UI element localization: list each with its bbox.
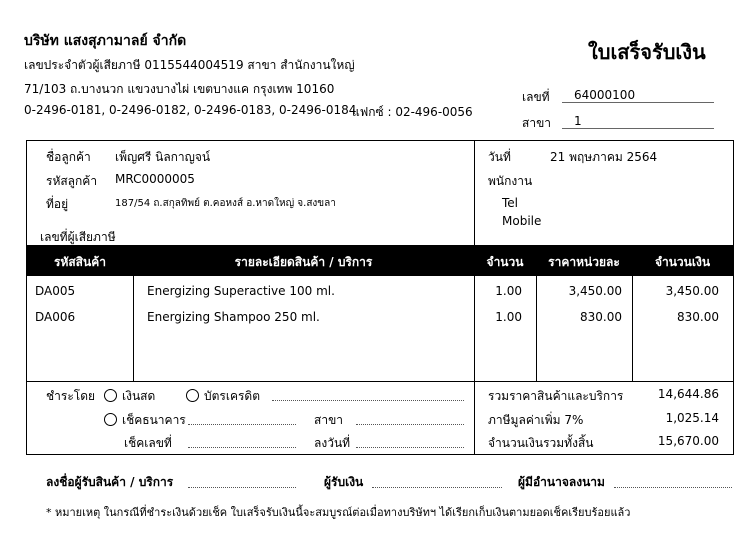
cheque-bank-line bbox=[188, 424, 296, 425]
company-fax: แฟกซ์ : 02-496-0056 bbox=[352, 105, 473, 119]
customer-address-label: ที่อยู่ bbox=[46, 197, 69, 211]
payee-signature-line bbox=[372, 487, 502, 488]
customer-name: เพ็ญศรี นิลกาญจน์ bbox=[115, 150, 211, 164]
row-description: Energizing Shampoo 250 ml. bbox=[147, 310, 320, 324]
row-amount: 3,450.00 bbox=[665, 284, 719, 298]
row-code: DA005 bbox=[35, 284, 76, 298]
subtotal-label: รวมราคาสินค้าและบริการ bbox=[488, 389, 624, 403]
payee-signature-label: ผู้รับเงิน bbox=[324, 475, 364, 489]
table-bottom-line bbox=[26, 381, 734, 382]
staff-label: พนักงาน bbox=[488, 174, 533, 188]
cheque-branch-label: สาขา bbox=[314, 413, 344, 427]
doc-branch-label: สาขา bbox=[522, 116, 552, 130]
col-divider bbox=[474, 276, 475, 455]
mobile-label: Mobile bbox=[502, 214, 542, 228]
doc-number-value: 64000100 bbox=[562, 88, 714, 103]
payment-label: ชำระโดย bbox=[46, 389, 96, 403]
header-unit-price: ราคาหน่วยละ bbox=[548, 255, 620, 269]
header-description: รายละเอียดสินค้า / บริการ bbox=[234, 255, 373, 269]
date-value: 21 พฤษภาคม 2564 bbox=[550, 150, 658, 164]
grand-total-value: 15,670.00 bbox=[657, 434, 719, 448]
payment-credit-option[interactable] bbox=[186, 387, 260, 406]
row-code: DA006 bbox=[35, 310, 76, 324]
row-unit-price: 3,450.00 bbox=[568, 284, 622, 298]
grand-total-label: จำนวนเงินรวมทั้งสิ้น bbox=[488, 436, 594, 450]
row-amount: 830.00 bbox=[677, 310, 719, 324]
subtotal-value: 14,644.86 bbox=[657, 387, 719, 401]
payment-cash-label: เงินสด bbox=[122, 389, 156, 403]
customer-tax-label: เลขที่ผู้เสียภาษี bbox=[40, 230, 116, 244]
col-divider bbox=[133, 276, 134, 381]
row-description: Energizing Superactive 100 ml. bbox=[147, 284, 335, 298]
authorized-signature-line bbox=[614, 487, 732, 488]
customer-code-label: รหัสลูกค้า bbox=[46, 174, 98, 188]
company-address: 71/103 ถ.บางนวก แขวงบางไผ่ เขตบางแค กรุงเทพ 10160 bbox=[24, 82, 335, 96]
cheque-number-line bbox=[188, 447, 296, 448]
company-name: บริษัท แสงสุภามาลย์ จำกัด bbox=[24, 33, 187, 49]
radio-cash[interactable] bbox=[104, 389, 117, 402]
payment-cash-option[interactable] bbox=[104, 387, 155, 406]
row-unit-price: 830.00 bbox=[580, 310, 622, 324]
doc-branch-value: 1 bbox=[562, 114, 714, 129]
customer-meta-divider bbox=[474, 140, 475, 245]
doc-number-label: เลขที่ bbox=[522, 90, 550, 104]
vat-value: 1,025.14 bbox=[665, 411, 719, 425]
payment-credit-label: บัตรเครดิต bbox=[204, 389, 261, 403]
radio-credit[interactable] bbox=[186, 389, 199, 402]
cheque-branch-line bbox=[356, 424, 464, 425]
cheque-number-label: เช็คเลขที่ bbox=[124, 436, 172, 450]
payment-cheque-option[interactable] bbox=[104, 411, 186, 430]
row-qty: 1.00 bbox=[495, 310, 522, 324]
cheque-date-label: ลงวันที่ bbox=[314, 436, 351, 450]
customer-address: 187/54 ถ.สกุลทิพย์ ต.คอหงส์ อ.หาดใหญ่ จ.สงขลา bbox=[115, 198, 336, 209]
company-tax-line: เลขประจำตัวผู้เสียภาษี 0115544004519 สาขา สำนักงานใหญ่ bbox=[24, 58, 355, 72]
credit-card-line bbox=[272, 400, 464, 401]
header-amount: จำนวนเงิน bbox=[654, 255, 711, 269]
receiver-signature-line bbox=[188, 487, 296, 488]
header-qty: จำนวน bbox=[486, 255, 524, 269]
customer-name-label: ชื่อลูกค้า bbox=[46, 150, 91, 164]
date-label: วันที่ bbox=[488, 150, 511, 164]
vat-label: ภาษีมูลค่าเพิ่ม 7% bbox=[488, 413, 584, 427]
receiver-signature-label: ลงชื่อผู้รับสินค้า / บริการ bbox=[46, 475, 174, 489]
cheque-date-line bbox=[356, 447, 464, 448]
company-phones: 0-2496-0181, 0-2496-0182, 0-2496-0183, 0-2496-0184 bbox=[24, 103, 357, 117]
row-qty: 1.00 bbox=[495, 284, 522, 298]
authorized-signature-label: ผู้มีอำนาจลงนาม bbox=[518, 475, 605, 489]
radio-cheque[interactable] bbox=[104, 413, 117, 426]
footnote: * หมายเหตุ ในกรณีที่ชำระเงินด้วยเช็ค ใบเสร็จรับเงินนี้จะสมบูรณ์ต่อเมื่อทางบริษัทฯ ได้เรียกเก็บเงินตามยอดเช็คเรียบร้อยแล้ว bbox=[46, 506, 631, 519]
payment-cheque-label: เช็คธนาคาร bbox=[122, 413, 186, 427]
customer-code: MRC0000005 bbox=[115, 172, 195, 186]
document-title: ใบเสร็จรับเงิน bbox=[588, 40, 706, 64]
items-table-header bbox=[27, 245, 733, 276]
header-code: รหัสสินค้า bbox=[54, 255, 106, 269]
tel-label: Tel bbox=[502, 196, 519, 210]
